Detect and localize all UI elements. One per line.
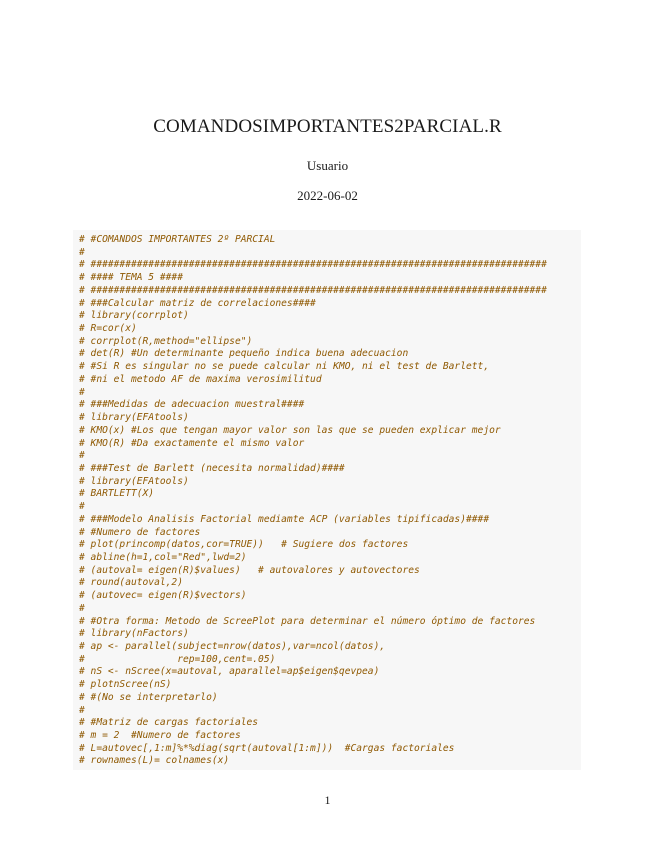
code-line: # L=autovec[,1:m]%*%diag(sqrt(autoval[1:m])) #Cargas factoriales: [79, 742, 455, 754]
code-line: # plot(princomp(datos,cor=TRUE)) # Sugiere dos factores: [79, 539, 409, 551]
code-line: # R=cor(x): [79, 323, 137, 335]
code-line: # det(R) #Un determinante pequeño indica buena adecuacion: [79, 348, 409, 360]
code-line: #: [79, 246, 85, 258]
code-line: # ###############################################################################: [79, 284, 547, 296]
code-line: # #Numero de factores: [79, 526, 201, 538]
code-line: # m = 2 #Numero de factores: [79, 730, 241, 742]
code-line: # KMO(R) #Da exactamente el mismo valor: [79, 437, 305, 449]
code-line: # plotnScree(nS): [79, 679, 172, 691]
code-line: #: [79, 501, 85, 513]
code-line: # library(nFactors): [79, 628, 189, 640]
code-line: #: [79, 602, 85, 614]
code-line: # library(corrplot): [79, 310, 189, 322]
code-line: # abline(h=1,col="Red",lwd=2): [79, 551, 247, 563]
code-line: # ###Test de Barlett (necesita normalidad)####: [79, 462, 345, 474]
code-line: # ###############################################################################: [79, 259, 547, 271]
code-line: # #Matriz de cargas factoriales: [79, 717, 259, 729]
code-line: # ###Calcular matriz de correlaciones####: [79, 297, 316, 309]
code-line: # ###Modelo Analisis Factorial mediamte ACP (variables tipificadas)####: [79, 513, 490, 525]
code-line: # #Otra forma: Metodo de ScreePlot para determinar el número óptimo de factores: [79, 615, 536, 627]
code-line: # nS <- nScree(x=autoval, aparallel=ap$eigen$qevpea): [79, 666, 380, 678]
code-line: # #COMANDOS IMPORTANTES 2º PARCIAL: [79, 234, 276, 245]
document-date: 2022-06-02: [297, 188, 358, 203]
code-line: #: [79, 704, 85, 716]
code-line: # #(No se interpretarlo): [79, 691, 218, 703]
code-line: # library(EFAtools): [79, 475, 189, 487]
code-line: # BARTLETT(X): [79, 488, 155, 500]
code-block: [73, 230, 581, 770]
code-line: # ap <- parallel(subject=nrow(datos),var=ncol(datos),: [79, 641, 386, 652]
code-line: # #Si R es singular no se puede calcular ni KMO, ni el test de Barlett,: [79, 361, 490, 373]
code-line: # #### TEMA 5 ####: [79, 272, 183, 284]
code-line: # rep=100,cent=.05): [79, 653, 276, 665]
code-line: # corrplot(R,method="ellipse"): [79, 335, 253, 347]
code-line: # #ni el metodo AF de maxima verosimilitud: [79, 373, 322, 385]
code-line: # ###Medidas de adecuacion muestral####: [79, 399, 305, 411]
code-line: #: [79, 450, 85, 462]
document-title: COMANDOSIMPORTANTES2PARCIAL.R: [153, 116, 502, 137]
document-author: Usuario: [306, 158, 349, 173]
code-line: # library(EFAtools): [79, 412, 189, 424]
code-line: # rownames(L)= colnames(x): [79, 755, 230, 767]
code-line: # round(autoval,2): [79, 577, 183, 589]
code-line: # (autovec= eigen(R)$vectors): [79, 590, 247, 602]
code-line: # (autoval= eigen(R)$values) # autovalores y autovectores: [79, 564, 420, 576]
code-line: # KMO(x) #Los que tengan mayor valor son las que se pueden explicar mejor: [79, 424, 501, 436]
code-line: #: [79, 386, 85, 398]
page-number: 1: [324, 793, 331, 807]
